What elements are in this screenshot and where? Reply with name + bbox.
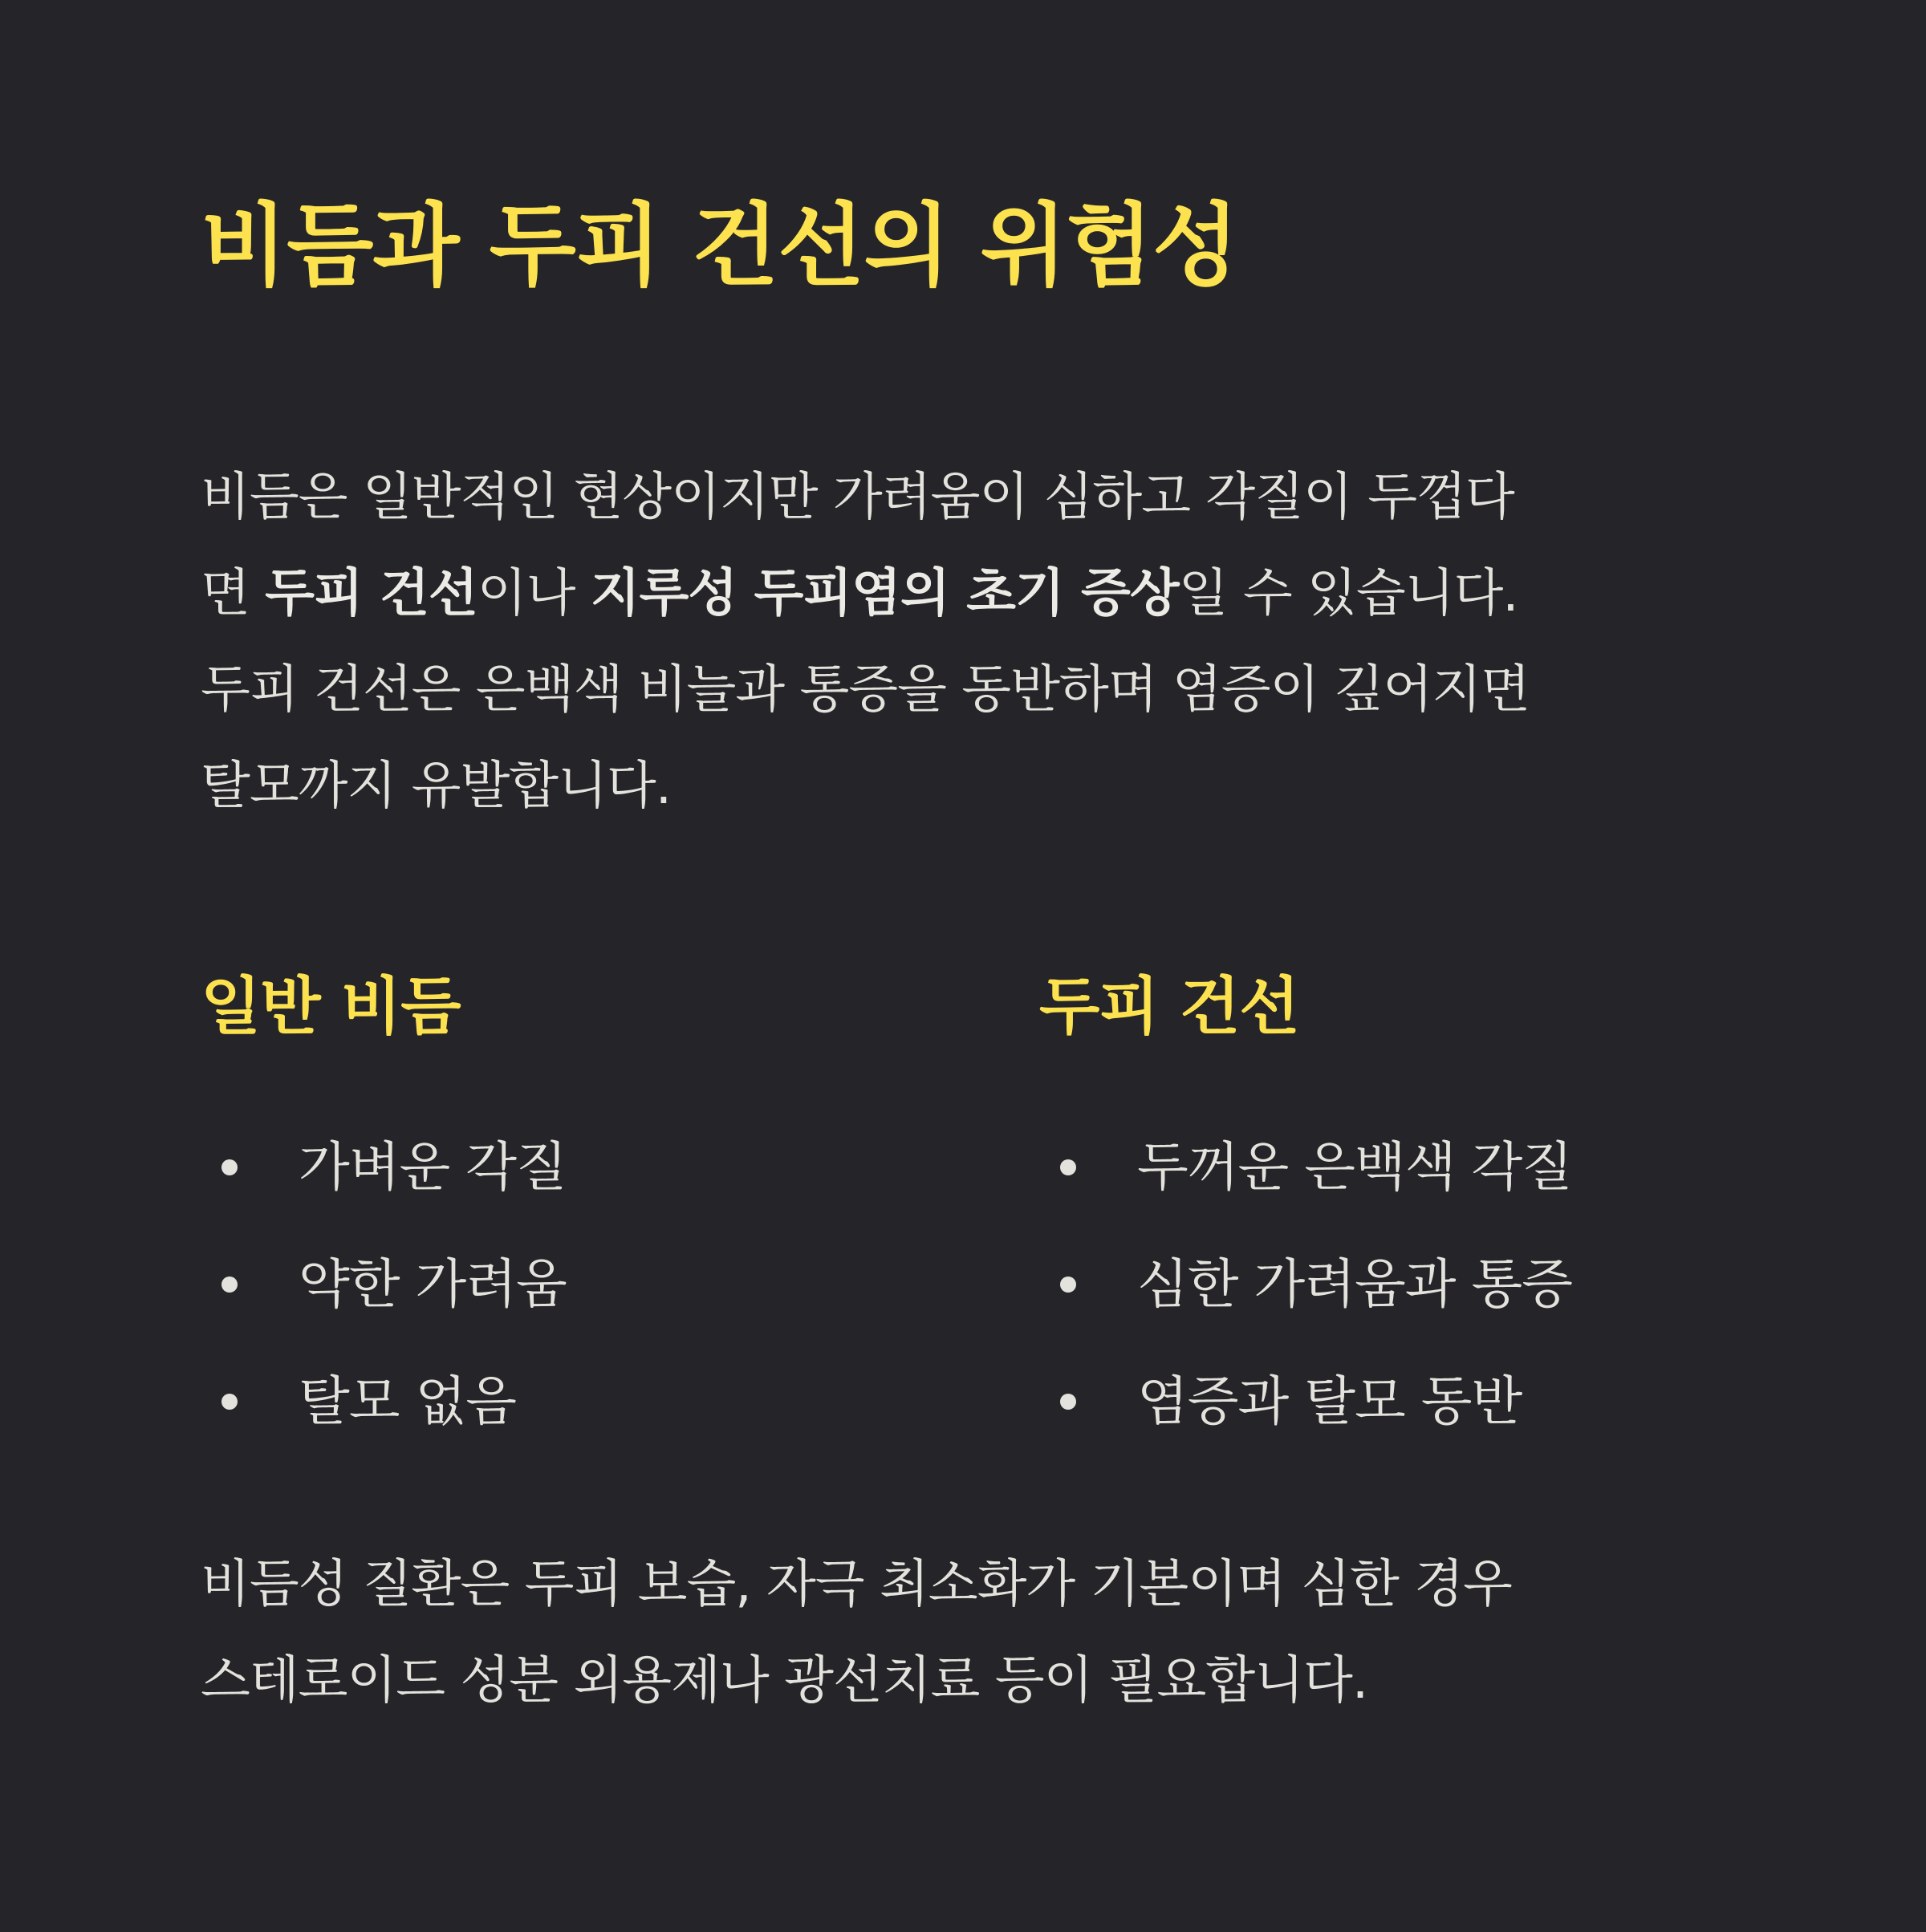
bullet-icon xyxy=(221,1159,238,1175)
outro-line-2: 스테로이드 성분 외용제나 광선치료 등이 필요합니다. xyxy=(201,1651,1368,1711)
column-psoriasis xyxy=(1039,963,1761,1432)
outro-line-1: 비듬성 질환은 두피 보습, 자극 최소화가 기본이며 심한 경우 xyxy=(201,1555,1512,1614)
intro-text: 면 xyxy=(201,564,266,623)
intro-line-2 xyxy=(201,546,1741,642)
column-dandruff xyxy=(201,963,923,1432)
intro-emphasis-psoriasis: 두피 건선 xyxy=(265,564,477,623)
column-heading-psoriasis: 두피 건선 xyxy=(1039,971,1299,1043)
column-heading-dandruff: 일반 비듬 xyxy=(201,971,461,1043)
intro-text: 일 수 있습니다. xyxy=(1178,564,1518,623)
bullet-icon xyxy=(1060,1276,1076,1293)
list-item-text: 약한 가려움 xyxy=(299,1253,567,1315)
bullet-icon xyxy=(1060,1159,1076,1175)
intro-line-3: 두피 건선은 은백색 비늘과 통증을 동반하며 염증이 깊어지면 xyxy=(201,660,1530,720)
list-item-text: 염증과 탈모 동반 xyxy=(1137,1370,1522,1432)
list-item-text: 심한 가려움과 통증 xyxy=(1137,1253,1573,1315)
intro-line-1: 비듬은 일반적인 현상이지만 가려움이 심하고 각질이 두껍다 xyxy=(201,468,1514,527)
outro-paragraph xyxy=(201,1536,1741,1729)
bullet-icon xyxy=(221,1276,238,1293)
list-item-text: 탈모 없음 xyxy=(299,1370,517,1432)
list-item-text: 가벼운 각질 xyxy=(299,1136,567,1198)
intro-line-4: 탈모까지 유발합니다. xyxy=(201,757,672,816)
intro-emphasis-dermatitis: 지루성 두피염의 초기 증상 xyxy=(590,564,1179,623)
bullet-icon xyxy=(221,1394,238,1410)
page-title: 비듬과 두피 건선의 위험성 xyxy=(201,194,1239,298)
list-item-text: 두꺼운 은백색 각질 xyxy=(1137,1136,1573,1198)
bullet-icon xyxy=(1060,1394,1076,1410)
intro-paragraph xyxy=(201,449,1741,834)
intro-text: 이나 xyxy=(477,564,591,623)
